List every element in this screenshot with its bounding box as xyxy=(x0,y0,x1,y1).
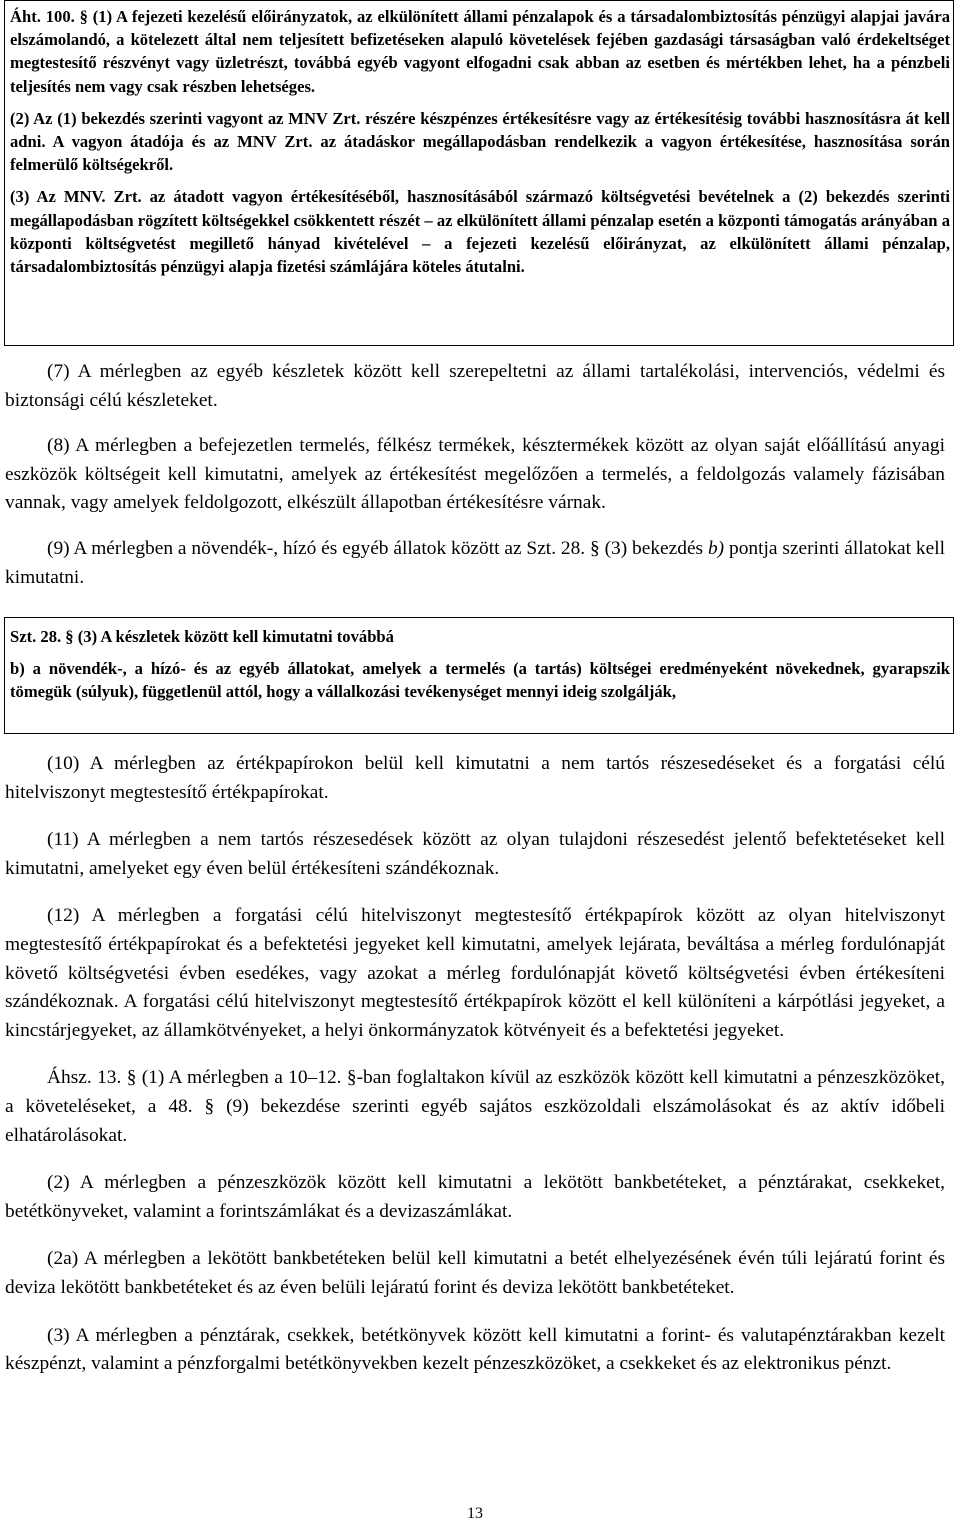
body-section-1 xyxy=(5,358,945,609)
paragraph-7: (7) A mérlegben az egyéb készletek között kell szerepeltetni az állami tartalékolási, intervenciós, védelmi és biztonsági célú készleteket. xyxy=(5,361,945,411)
body-section-2 xyxy=(5,750,945,1398)
szt-28-heading: Szt. 28. § (3) A készletek között kell kimutatni továbbá xyxy=(10,627,394,646)
page-number: 13 xyxy=(467,1505,483,1522)
ahsz-13-paragraph-1: Áhsz. 13. § (1) A mérlegben a 10–12. §-ban foglaltakon kívül az eszközök között kell kimutatni a pénzeszközöket, a követeléseket, a 48. § (9) bekezdése szerinti egyéb sajátos eszközoldali elszámolásokat és az aktív időbeli elhatárolásokat. xyxy=(5,1067,945,1146)
ahsz-13-paragraph-2a: (2a) A mérlegben a lekötött bankbetéteken belül kell kimutatni a betét elhelyezésének évén túli lejáratú forint és deviza lekötött bankbetéteket és az éven belüli lejáratú forint és deviza lekötött bankbetéteket. xyxy=(5,1248,945,1298)
paragraph-11: (11) A mérlegben a nem tartós részesedések között az olyan tulajdoni részesedést jelentő befektetéseket kell kimutatni, amelyeket egy éven belül értékesíteni szándékoznak. xyxy=(5,829,945,879)
paragraph-9-start: (9) A mérlegben a növendék-, hízó és egyéb állatok között az Szt. 28. § (3) bekezdés xyxy=(47,537,708,559)
paragraph-10: (10) A mérlegben az értékpapírokon belül kell kimutatni a nem tartós részesedéseket és a forgatási célú hitelviszonyt megtestesítő értékpapírokat. xyxy=(5,753,945,803)
paragraph-9 xyxy=(5,535,945,592)
paragraph-12: (12) A mérlegben a forgatási célú hitelviszonyt megtestesítő értékpapírok között az olyan hitelviszonyt megtestesítő értékpapírokat és a befektetési jegyeket kell kimutatni, amelyek lejárata, beváltása a mérleg fordulónapját követő költségvetési évben esedékes, vagy azokat a mérleg fordulónapját követő költségvetési évben értékesíteni szándékoznak. A forgatási célú hitelviszonyt megtestesítő értékpapírok között el kell különíteni a kárpótlási jegyeket, a kincstárjegyeket, az államkötvényeket, a helyi önkormányzatok kötvényeit és a befektetési jegyeket. xyxy=(5,905,945,1041)
ahT-100-paragraph-3: (3) Az MNV. Zrt. az átadott vagyon értékesítéséből, hasznosításából származó költségvetési bevételnek a (2) bekezdés szerinti megállapodásban rögzített költségekkel csökkentett részét – az elkülönített állami pénzalap esetén a központi támogatás arányában a központi költségvetést megillető hányad kivételével – a fejezeti kezelésű előirányzat, az elkülönített állami pénzalap, társadalombiztosítás pénzügyi alapja fizetési számlájára köteles átutalni. xyxy=(10,187,950,277)
quoted-law-box-ahT-100 xyxy=(4,0,954,346)
ahT-100-paragraph-1: Áht. 100. § (1) A fejezeti kezelésű előirányzatok, az elkülönített állami pénzalapok és a társadalombiztosítás pénzügyi alapjai javára elszámolandó, a kötelezett által nem teljesített befizetéseken alapuló követelések fejében gazdasági társaságban való érdekeltséget megtestesítő részvényt vagy üzletrészt, továbbá egyéb vagyont elfogadni csak abban az esetben és mértékben lehet, ha a pénzbeli teljesítés nem vagy csak részben lehetséges. xyxy=(10,7,950,96)
ahsz-13-paragraph-3: (3) A mérlegben a pénztárak, csekkek, betétkönyvek között kell kimutatni a forint- és valutapénztárakban kezelt készpénzt, valamint a pénzforgalmi betétkönyvekben kezelt pénzeszközöket, a csekkeket és az elektronikus pénzt. xyxy=(5,1324,945,1375)
quoted-law-box-szt-28 xyxy=(4,617,954,734)
ahT-100-paragraph-2: (2) Az (1) bekezdés szerinti vagyont az MNV Zrt. részére készpénzes értékesítésre vagy az értékesítésig további hasznosításra át kell adni. A vagyon átadója és az MNV Zrt. az átadáskor megállapodásban rendelkezik a vagyon értékesítése, hasznosítása során felmerülő költségekről. xyxy=(10,108,950,175)
paragraph-9-end: pontja szerinti állatokat kell kimutatni. xyxy=(5,537,945,588)
szt-28-point-b: b) a növendék-, a hízó- és az egyéb állatokat, amelyek a termelés (a tartás) költségei eredményeként növekednek, gyarapszik tömegük (súlyuk), függetlenül attól, hogy a vállalkozási tevékenységet mennyi ideig szolgálják, xyxy=(10,659,950,702)
paragraph-9-italic: b) xyxy=(707,537,725,559)
paragraph-8: (8) A mérlegben a befejezetlen termelés, félkész termékek, késztermékek között az olyan saját előállítású anyagi eszközök költségeit kell kimutatni, amelyek az értékesítést megelőzően a termelés, a feldolgozás valamely fázisában vannak, vagy amelyek feldolgozott, elkészült állapotban értékesítésre várnak. xyxy=(5,435,945,514)
ahsz-13-paragraph-2: (2) A mérlegben a pénzeszközök között kell kimutatni a lekötött bankbetéteket, a pénztárakat, csekkeket, betétkönyveket, valamint a forintszámlákat és a devizaszámlákat. xyxy=(5,1172,945,1222)
